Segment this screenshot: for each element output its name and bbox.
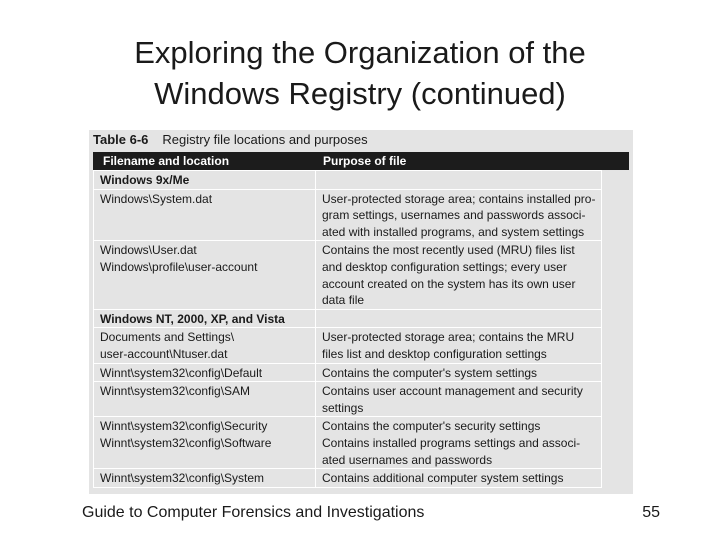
purpose-line: ated with installed programs, and system settings — [322, 224, 585, 239]
filename-cell — [94, 241, 316, 309]
filename-line: Windows\User.dat — [100, 243, 197, 258]
purpose-line: and desktop configuration settings; every user — [322, 259, 567, 274]
purpose-line: Contains the computer's system settings — [322, 365, 538, 380]
purpose-line: files list and desktop configuration settings — [322, 346, 547, 361]
purpose-line: data file — [322, 293, 365, 308]
purpose-cell — [316, 417, 602, 469]
table-caption-text: Registry file locations and purposes — [162, 132, 368, 147]
purpose-cell — [316, 171, 602, 190]
section-heading: Windows 9x/Me — [100, 173, 190, 187]
purpose-cell — [316, 382, 602, 417]
purpose-line: User-protected storage area; contains the MRU — [322, 330, 575, 345]
column-header-purpose: Purpose of file — [323, 154, 407, 168]
purpose-cell — [316, 309, 602, 328]
registry-table — [93, 170, 602, 488]
filename-cell — [94, 469, 316, 488]
purpose-line: account created on the system has its own user — [322, 276, 576, 291]
table-section-row — [94, 171, 602, 190]
footer-title: Guide to Computer Forensics and Investigations — [82, 504, 425, 521]
filename-line: Windows\profile\user-account — [100, 259, 258, 274]
purpose-line: User-protected storage area; contains installed pro- — [322, 191, 596, 206]
purpose-line: ated usernames and passwords — [322, 452, 493, 467]
purpose-line: Contains user account management and security — [322, 384, 583, 399]
purpose-line: settings — [322, 400, 364, 415]
table-section-row — [94, 309, 602, 328]
section-heading-cell — [94, 309, 316, 328]
page-number: 55 — [642, 504, 660, 521]
table-row — [94, 241, 602, 309]
filename-cell — [94, 417, 316, 469]
table-row — [94, 189, 602, 241]
filename-line: Winnt\system32\config\SAM — [100, 384, 251, 399]
purpose-line: Contains installed programs settings and associ- — [322, 435, 581, 450]
table-row — [94, 382, 602, 417]
purpose-cell — [316, 469, 602, 488]
purpose-line: Contains additional computer system settings — [322, 471, 564, 486]
slide-title-line-2: Windows Registry (continued) — [154, 76, 566, 111]
filename-line: Winnt\system32\config\System — [100, 471, 265, 486]
section-heading: Windows NT, 2000, XP, and Vista — [100, 311, 285, 326]
table-number: Table 6-6 — [93, 132, 149, 147]
filename-line: user-account\Ntuser.dat — [100, 346, 228, 361]
filename-cell — [94, 382, 316, 417]
table-row — [94, 469, 602, 488]
table-caption — [93, 132, 368, 147]
filename-line: Windows\System.dat — [100, 191, 213, 206]
table-header — [93, 152, 629, 170]
purpose-line: Contains the most recently used (MRU) files list — [322, 243, 575, 258]
purpose-cell — [316, 328, 602, 363]
registry-table-figure — [89, 130, 633, 494]
slide-title-line-1: Exploring the Organization of the — [134, 35, 586, 70]
table-row — [94, 417, 602, 469]
section-heading-cell — [94, 171, 316, 190]
filename-cell — [94, 363, 316, 382]
registry-table-body — [94, 171, 602, 488]
table-row — [94, 328, 602, 363]
column-header-filename: Filename and location — [103, 154, 230, 168]
purpose-line: Contains the computer's security settings — [322, 419, 541, 434]
table-row — [94, 363, 602, 382]
purpose-line: gram settings, usernames and passwords associ- — [322, 208, 586, 223]
filename-cell — [94, 189, 316, 241]
filename-cell — [94, 328, 316, 363]
purpose-cell — [316, 241, 602, 309]
filename-line: Winnt\system32\config\Default — [100, 365, 263, 380]
filename-line: Winnt\system32\config\Security — [100, 419, 268, 434]
purpose-cell — [316, 363, 602, 382]
filename-line: Documents and Settings\ — [100, 330, 235, 345]
filename-line: Winnt\system32\config\Software — [100, 435, 272, 450]
purpose-cell — [316, 189, 602, 241]
slide-title — [40, 32, 680, 114]
